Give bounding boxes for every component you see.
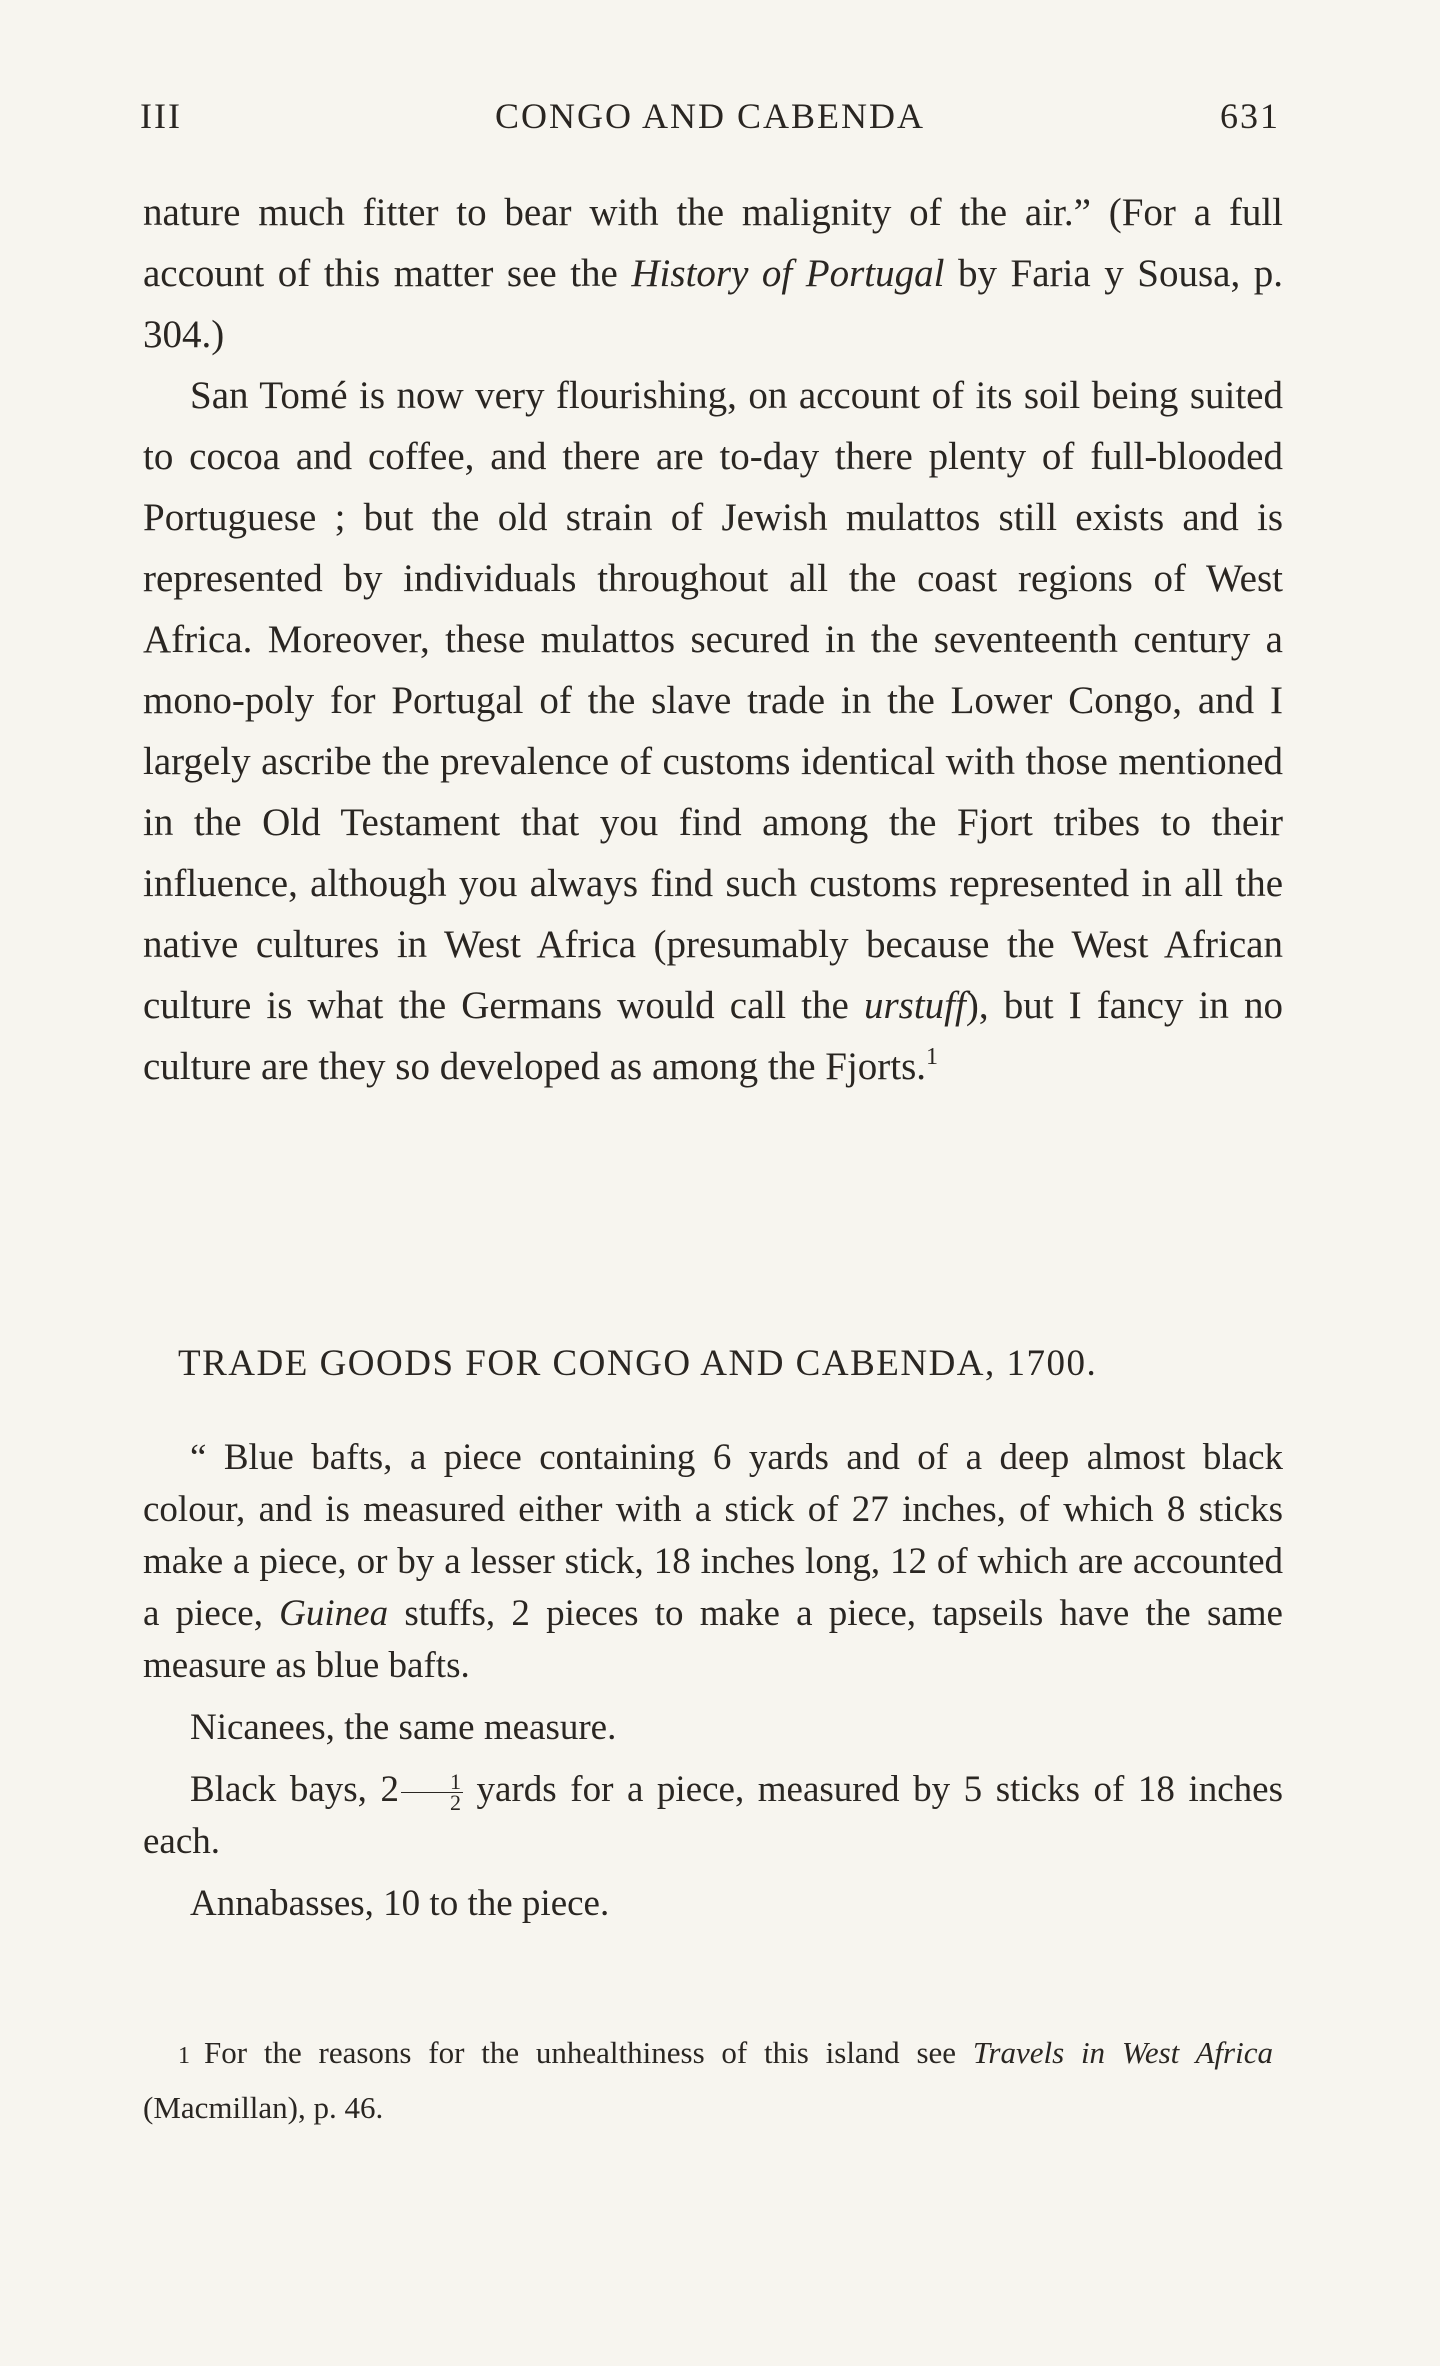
fraction-half [401, 1769, 463, 1816]
footnote-reference[interactable]: 1 [926, 1044, 939, 1070]
paragraph-1 [143, 182, 1283, 365]
footnote [143, 2027, 1273, 2134]
paragraph-1-text: nature much fitter to bear with the malignity of the air.” (For a full account of this matter see the [143, 191, 1283, 295]
quote-text: Black bays, 2 [190, 1769, 399, 1810]
running-head [140, 95, 1280, 145]
book-title-italic: History of Portugal [631, 252, 945, 295]
paragraph-2 [143, 365, 1283, 1097]
chapter-number: III [140, 96, 182, 136]
fraction-numerator: 1 [401, 1772, 463, 1793]
quote-text-end: yards for a piece, measured by 5 sticks of 18 inches each. [143, 1769, 1284, 1862]
guinea-italic: Guinea [279, 1593, 389, 1634]
fraction-denominator: 2 [450, 1790, 461, 1816]
quote-paragraph-1 [143, 1432, 1283, 1692]
main-text [143, 182, 1283, 1097]
quote-paragraph-3 [143, 1764, 1283, 1868]
section-heading: TRADE GOODS FOR CONGO AND CABENDA, 1700. [178, 1343, 1098, 1384]
paragraph-2-text-end: ), but I fancy in no culture are they so developed as among the Fjorts. [143, 984, 1283, 1088]
paragraph-2-text: San Tomé is now very flourishing, on account of its soil being suited to cocoa and coffee, and there are to-day there plenty of full-blooded Portuguese ; but the old strain of Jewish mulattos still exists and is represented by individuals throughout all the coast regions of West Africa. Moreover, these mulattos secured in the seventeenth century a mono-poly for Portugal of the slave trade in the Lower Congo, and I largely ascribe the prevalence of customs identical with those mentioned in the Old Testament that you find among the Fjort tribes to their influence, although you always find such customs represented in all the native cultures in West Africa (presumably because the West African culture is what the Germans would call the [143, 374, 1283, 1027]
paragraph-1-text-end: by Faria y Sousa, p. 304.) [143, 252, 1283, 356]
footnote-mark: 1 [178, 2043, 190, 2069]
quote-paragraph-2: Nicanees, the same measure. [190, 1707, 617, 1748]
page-number: 631 [1220, 96, 1280, 136]
quoted-passage [143, 1432, 1283, 1930]
footnote-book-title: Travels in West Africa [972, 2035, 1273, 2070]
urstuff-italic: urstuff [863, 984, 966, 1027]
quote-text: “ Blue bafts, a piece containing 6 yards and of a deep almost black colour, and is measured either with a stick of 27 inches, of which 8 sticks make a piece, or by a lesser stick, 18 inches long, 12 of which are accounted a piece, [143, 1437, 1283, 1634]
running-title: CONGO AND CABENDA [494, 96, 926, 136]
footnote-text-end: (Macmillan), p. 46. [143, 2090, 384, 2125]
quote-text-end: stuffs, 2 pieces to make a piece, tapseils have the same measure as blue bafts. [143, 1593, 1283, 1686]
quote-paragraph-4: Annabasses, 10 to the piece. [190, 1883, 610, 1924]
footnote-text: For the reasons for the unhealthiness of this island see [204, 2035, 973, 2070]
